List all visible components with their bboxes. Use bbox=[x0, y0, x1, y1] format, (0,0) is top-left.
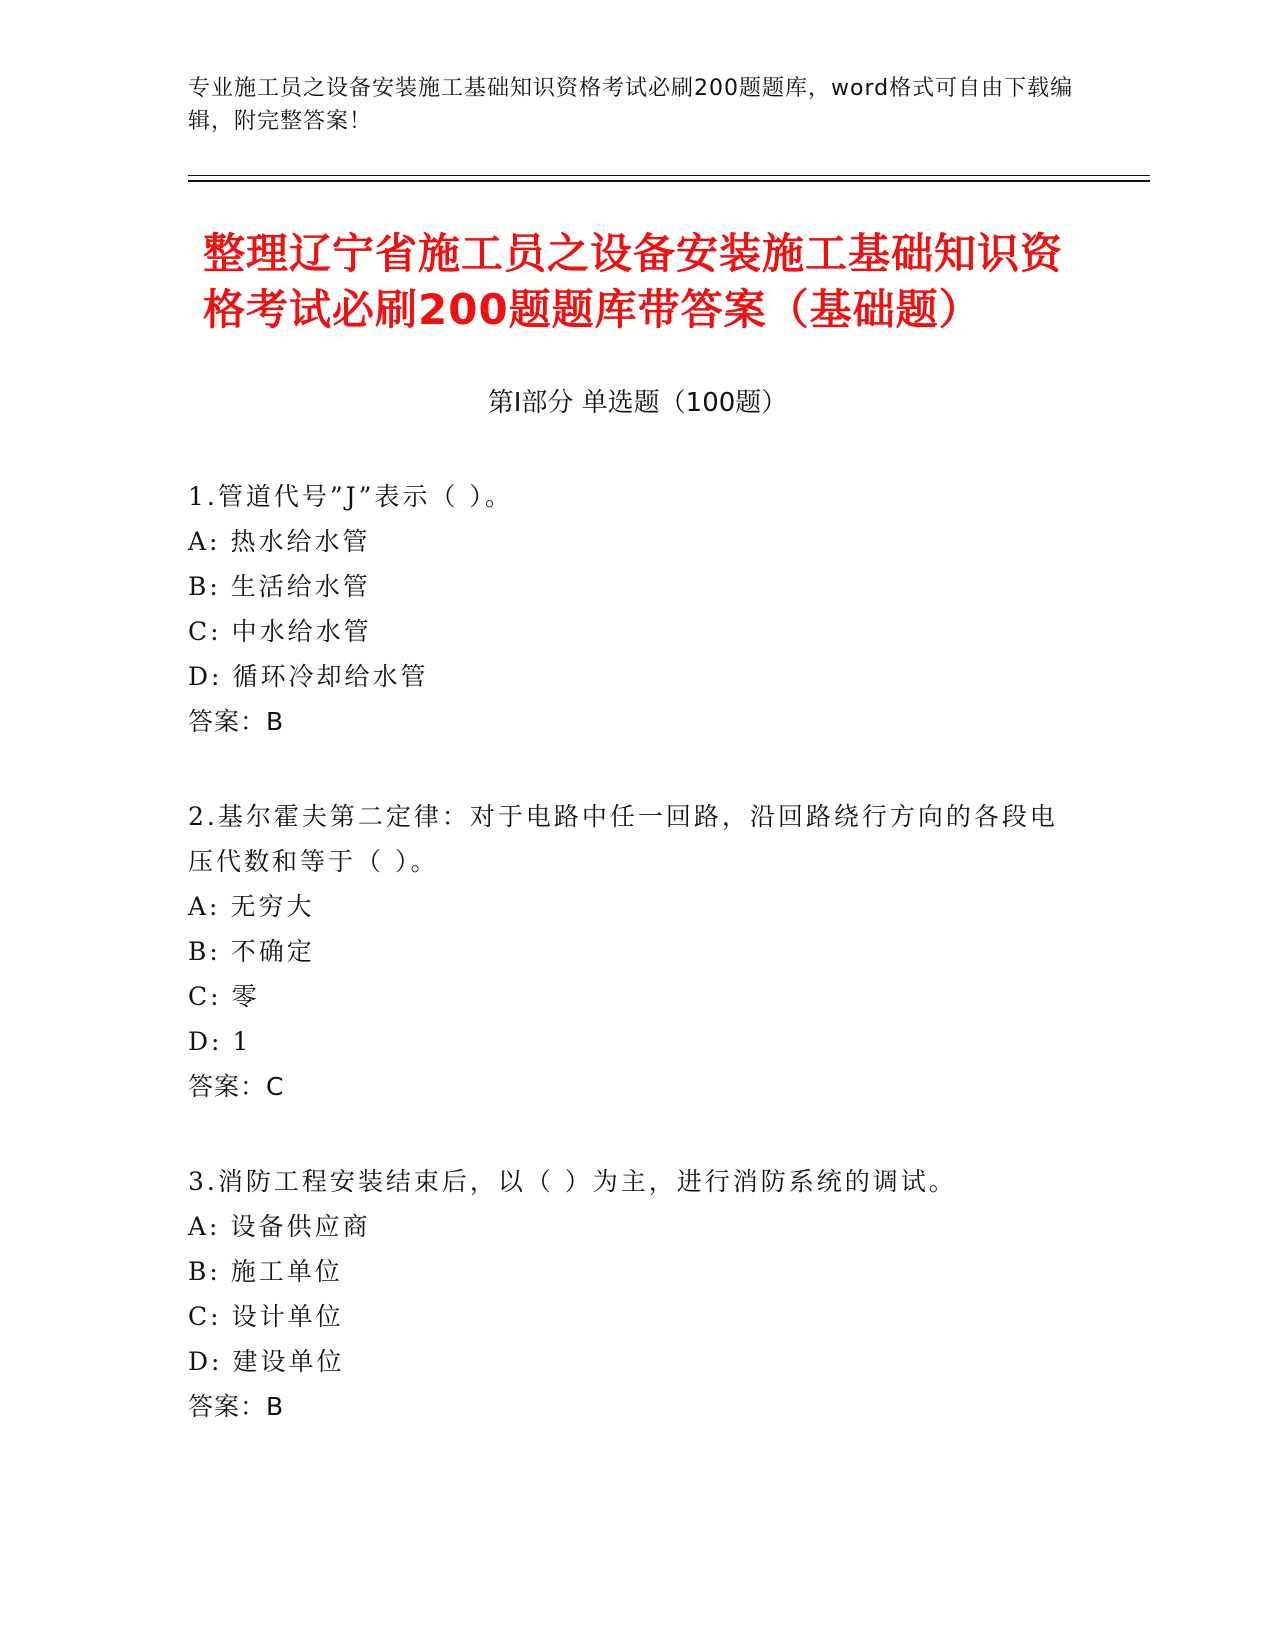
option-key: C: bbox=[188, 617, 222, 646]
option-d bbox=[188, 1339, 1068, 1384]
option-text: 设计单位 bbox=[231, 1302, 344, 1331]
option-text: 零 bbox=[231, 982, 260, 1011]
option-text: 建设单位 bbox=[232, 1347, 345, 1376]
option-b bbox=[188, 929, 1068, 974]
option-key: B: bbox=[188, 1257, 221, 1286]
header-divider-thick bbox=[188, 180, 1150, 182]
answer-value: B bbox=[266, 1392, 285, 1421]
option-key: B: bbox=[188, 572, 221, 601]
answer-label: 答案： bbox=[188, 1072, 267, 1101]
option-c bbox=[188, 1294, 1068, 1339]
question-list bbox=[188, 474, 1068, 1479]
answer-label: 答案： bbox=[188, 1392, 267, 1421]
option-key: A: bbox=[188, 527, 221, 556]
option-a bbox=[188, 884, 1068, 929]
option-text: 循环冷却给水管 bbox=[232, 662, 429, 691]
option-b bbox=[188, 1249, 1068, 1294]
answer-value: C bbox=[266, 1072, 285, 1101]
option-key: C: bbox=[188, 1302, 222, 1331]
option-text: 无穷大 bbox=[230, 892, 315, 921]
option-key: A: bbox=[188, 892, 221, 921]
option-key: D: bbox=[188, 1347, 223, 1376]
option-text: 施工单位 bbox=[230, 1257, 343, 1286]
answer-label: 答案： bbox=[188, 707, 267, 736]
option-text: 设备供应商 bbox=[230, 1212, 371, 1241]
option-c bbox=[188, 609, 1068, 654]
document-title: 整理辽宁省施工员之设备安装施工基础知识资格考试必刷200题题库带答案（基础题） bbox=[203, 229, 1064, 334]
question-3 bbox=[188, 1159, 1068, 1429]
option-key: B: bbox=[188, 937, 221, 966]
option-text: 1 bbox=[232, 1027, 252, 1056]
option-a bbox=[188, 1204, 1068, 1249]
option-key: A: bbox=[188, 1212, 221, 1241]
answer-value: B bbox=[266, 707, 285, 736]
header-divider-thin bbox=[188, 175, 1150, 176]
option-a bbox=[188, 519, 1068, 564]
option-d bbox=[188, 654, 1068, 699]
answer-line bbox=[188, 699, 1068, 744]
option-text: 不确定 bbox=[230, 937, 315, 966]
option-b bbox=[188, 564, 1068, 609]
question-1 bbox=[188, 474, 1068, 744]
option-d bbox=[188, 1019, 1068, 1064]
question-stem: 2.基尔霍夫第二定律：对于电路中任一回路，沿回路绕行方向的各段电压代数和等于（ ）。 bbox=[188, 802, 1058, 876]
header-note: 专业施工员之设备安装施工基础知识资格考试必刷200题题库，word格式可自由下载编辑，附完整答案！ bbox=[188, 76, 1074, 134]
option-text: 热水给水管 bbox=[230, 527, 371, 556]
option-key: D: bbox=[188, 662, 223, 691]
option-text: 生活给水管 bbox=[230, 572, 371, 601]
question-2 bbox=[188, 794, 1068, 1109]
section-title: 第Ⅰ部分 单选题（100题） bbox=[487, 388, 788, 418]
option-key: C: bbox=[188, 982, 222, 1011]
option-c bbox=[188, 974, 1068, 1019]
answer-line bbox=[188, 1064, 1068, 1109]
option-text: 中水给水管 bbox=[231, 617, 372, 646]
question-stem: 1.管道代号”J”表示（ ）。 bbox=[188, 482, 513, 511]
answer-line bbox=[188, 1384, 1068, 1429]
option-key: D: bbox=[188, 1027, 223, 1056]
question-stem: 3.消防工程安装结束后，以（ ）为主，进行消防系统的调试。 bbox=[188, 1167, 957, 1196]
